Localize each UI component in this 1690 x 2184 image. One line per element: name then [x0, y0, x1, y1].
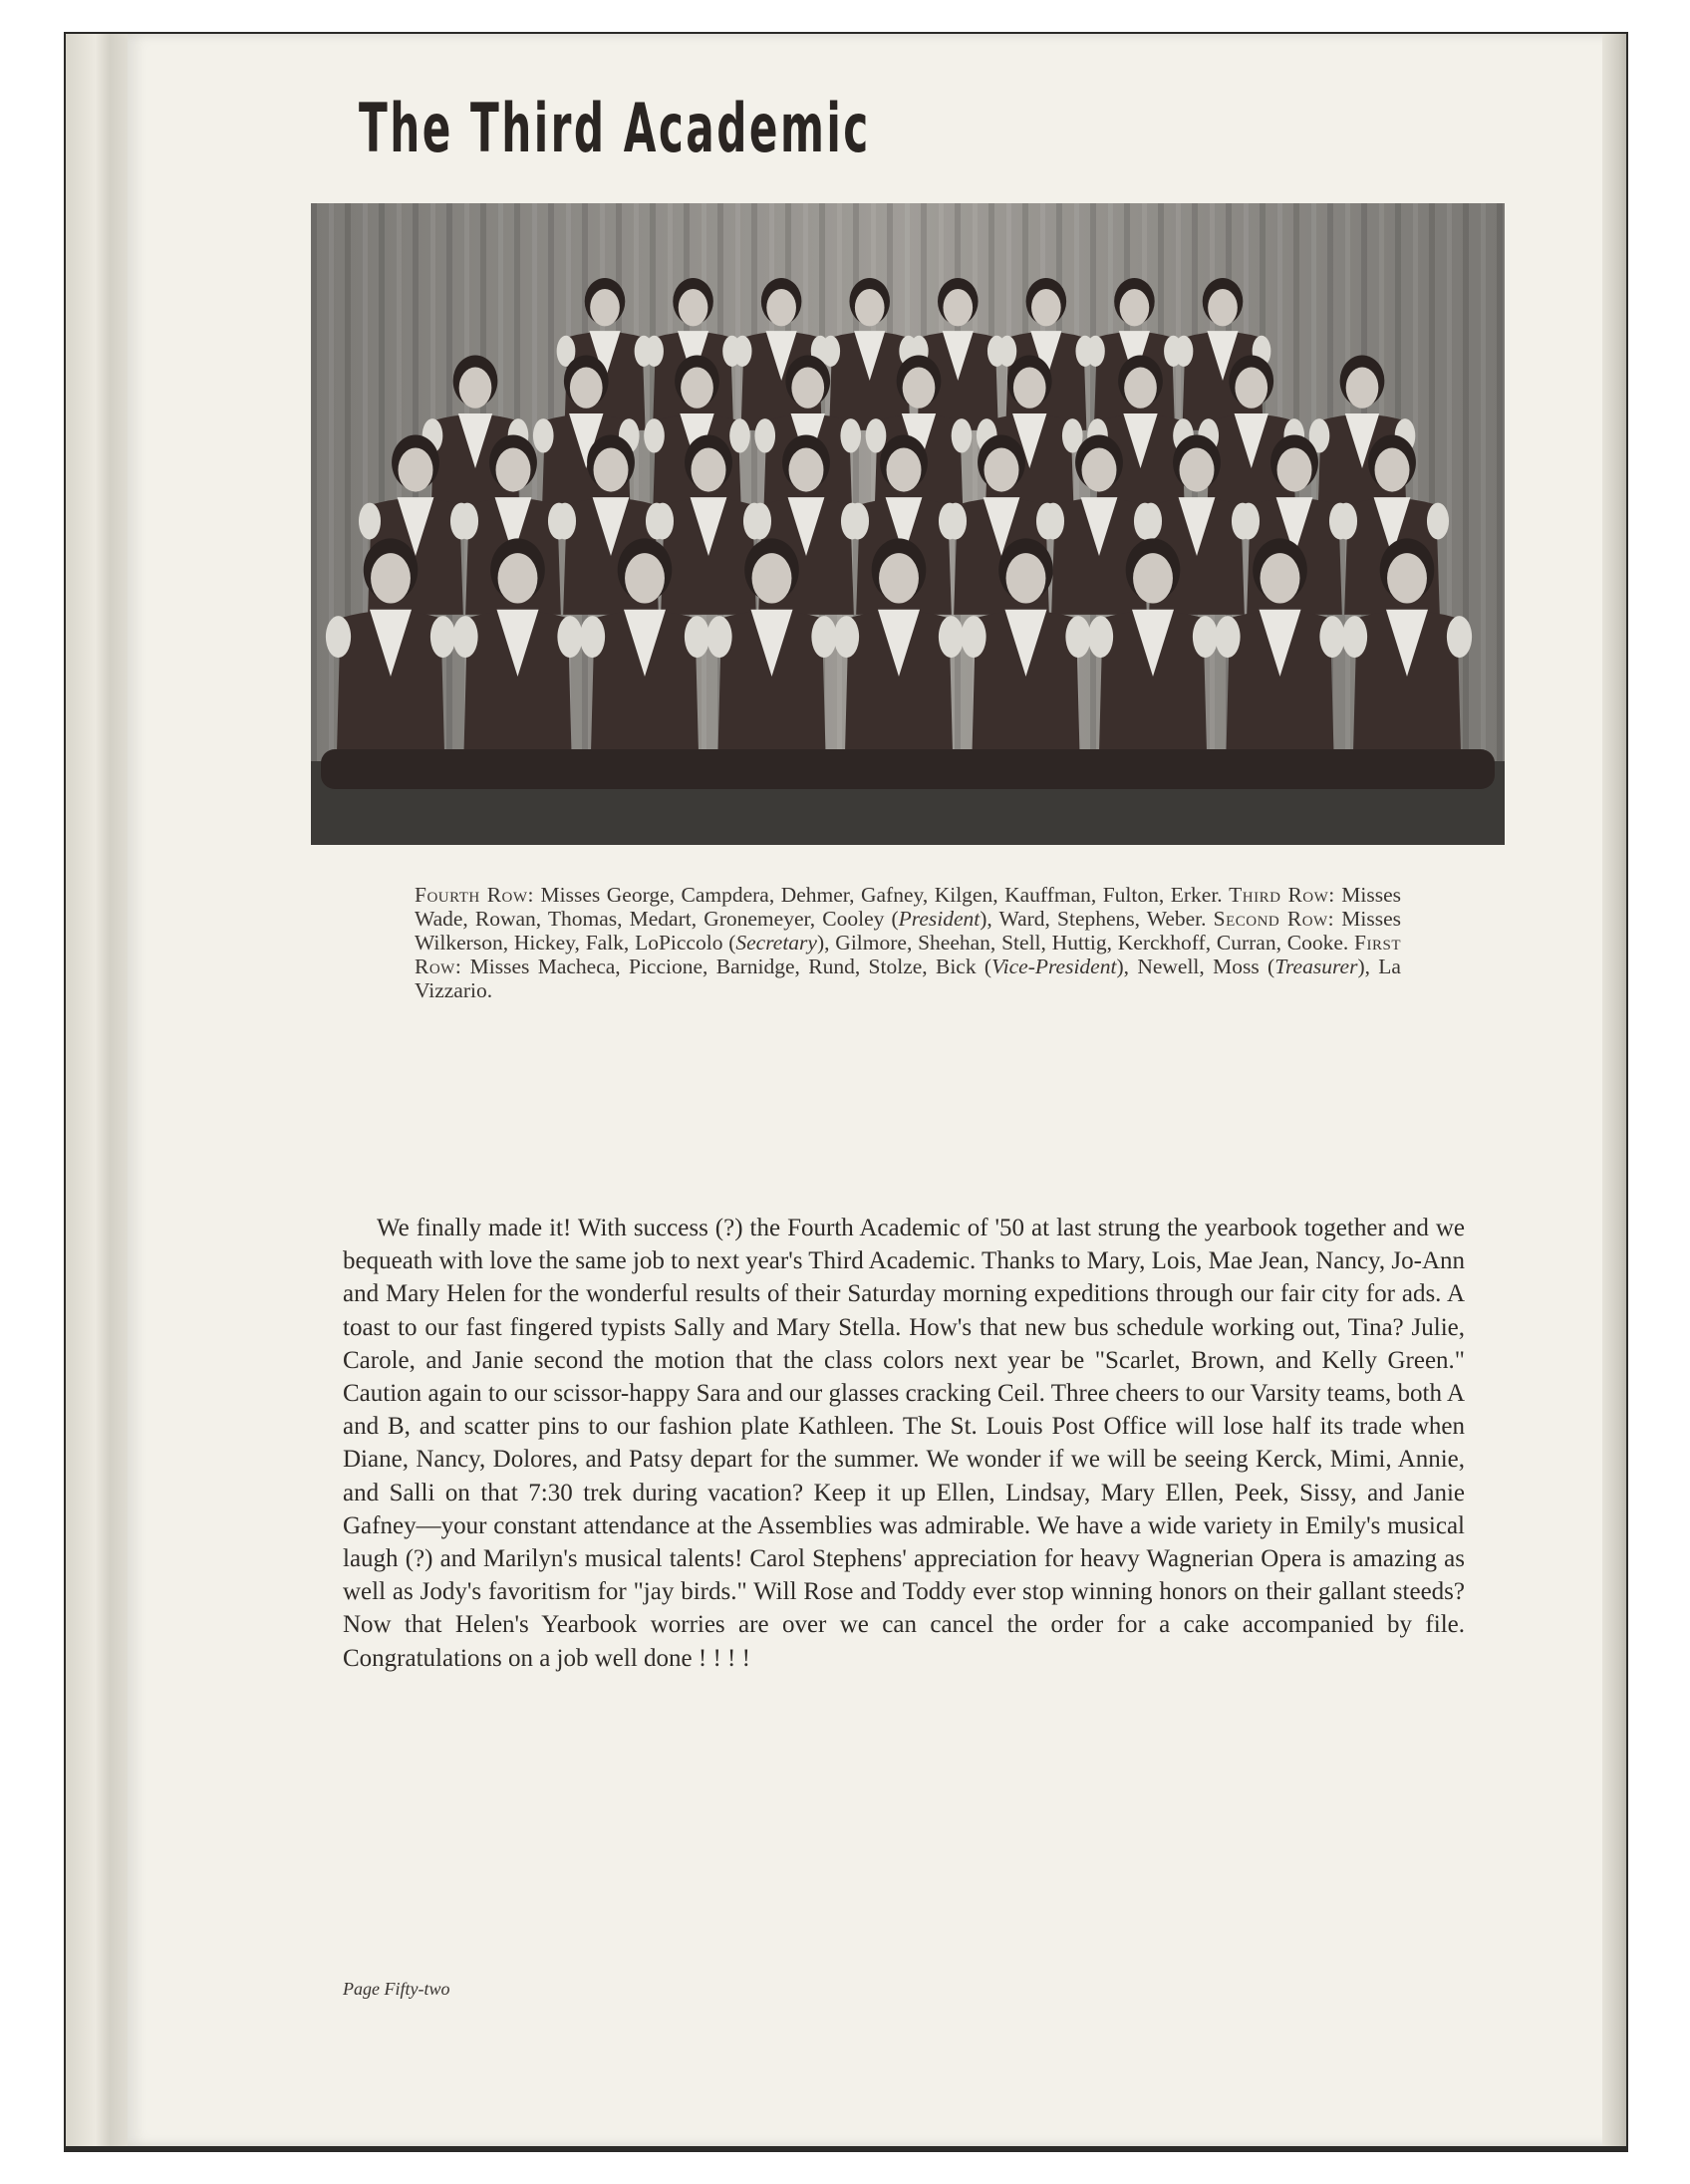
student-face: [681, 368, 713, 409]
student-face: [1180, 447, 1215, 491]
front-row-skirts: [321, 749, 1495, 789]
student-sleeve: [1088, 616, 1113, 658]
student-sleeve: [1319, 616, 1344, 658]
student-sleeve: [1086, 336, 1105, 367]
student-face: [879, 553, 919, 603]
student-sleeve: [652, 503, 674, 540]
class-group-photo: [311, 203, 1505, 845]
caption-row1-label: First Row:: [415, 931, 1401, 978]
student-sleeve: [1215, 616, 1240, 658]
caption-row1-names-b: ), Newell, Moss (: [1116, 955, 1275, 978]
caption-row3-names-a: Misses Wade, Rowan, Thomas, Medart, Gronemeyer, Cooley (: [415, 883, 1401, 931]
student-face: [943, 289, 973, 326]
caption-row4-label: Fourth Row:: [415, 883, 535, 907]
student-face: [752, 553, 792, 603]
student-sleeve: [359, 503, 381, 540]
class-group-photo-drawing: [311, 203, 1505, 845]
class-notes: [343, 1212, 1465, 1675]
caption-row2-names-b: ), Gilmore, Sheehan, Stell, Huttig, Kerckhoff, Curran, Cooke.: [816, 931, 1355, 955]
student-face: [1133, 553, 1173, 603]
student-sleeve: [961, 616, 986, 658]
student-face: [1120, 289, 1150, 326]
caption-row1-role-vp: Vice-President: [991, 955, 1117, 978]
student-sleeve: [430, 616, 455, 658]
student-face: [679, 289, 708, 326]
student-face: [1082, 447, 1117, 491]
student-sleeve: [749, 503, 771, 540]
student-sleeve: [554, 503, 576, 540]
student-sleeve: [580, 616, 605, 658]
student-face: [903, 368, 936, 409]
student-sleeve: [1238, 503, 1260, 540]
student-face: [1387, 553, 1427, 603]
student-sleeve: [452, 616, 477, 658]
student-sleeve: [945, 503, 967, 540]
caption-row4-names: Misses George, Campdera, Dehmer, Gafney, Kilgen, Kauffman, Fulton, Erker.: [534, 883, 1230, 907]
photo-caption: [415, 883, 1401, 1002]
caption-row2-role: Secretary: [735, 931, 817, 955]
student-sleeve: [645, 336, 664, 367]
student-sleeve: [729, 418, 750, 452]
student-sleeve: [1427, 503, 1449, 540]
student-sleeve: [1335, 503, 1357, 540]
student-face: [1277, 447, 1312, 491]
student-face: [594, 447, 629, 491]
student-face: [855, 289, 885, 326]
caption-row2-names-a: Misses Wilkerson, Hickey, Falk, LoPiccolo (: [415, 907, 1402, 955]
student-sleeve: [754, 418, 775, 452]
student-face: [1006, 553, 1046, 603]
student-sleeve: [1140, 503, 1162, 540]
student-face: [791, 368, 824, 409]
student-sleeve: [733, 336, 752, 367]
student-sleeve: [685, 616, 709, 658]
student-face: [766, 289, 796, 326]
student-sleeve: [326, 616, 351, 658]
student-sleeve: [939, 616, 964, 658]
student-face: [1031, 289, 1061, 326]
caption-row3-role: President: [898, 907, 981, 931]
caption-row3-names-b: ), Ward, Stephens, Weber.: [980, 907, 1214, 931]
student-face: [498, 553, 538, 603]
student-face: [371, 553, 411, 603]
page-title: The Third Academic: [359, 90, 871, 168]
student-face: [1375, 447, 1410, 491]
student-face: [1346, 368, 1379, 409]
student-face: [887, 447, 922, 491]
student-sleeve: [997, 336, 1016, 367]
student-sleeve: [821, 336, 840, 367]
student-sleeve: [706, 616, 731, 658]
student-sleeve: [1042, 503, 1064, 540]
page-edge: [1602, 34, 1626, 2146]
student-sleeve: [533, 418, 554, 452]
caption-row1-names-a: Misses Macheca, Piccione, Barnidge, Rund, Stolze, Bick (: [461, 955, 992, 978]
student-sleeve: [1065, 616, 1090, 658]
caption-row2-label: Second Row:: [1213, 907, 1335, 931]
student-face: [1261, 553, 1300, 603]
caption-row1-names-c: ), La Vizzario.: [415, 955, 1401, 1002]
student-sleeve: [1447, 616, 1472, 658]
student-sleeve: [1342, 616, 1367, 658]
student-sleeve: [456, 503, 478, 540]
student-sleeve: [811, 616, 836, 658]
student-sleeve: [1193, 616, 1218, 658]
student-face: [1124, 368, 1157, 409]
page-number: Page Fifty-two: [343, 1979, 450, 1999]
student-sleeve: [847, 503, 869, 540]
student-sleeve: [952, 418, 973, 452]
student-face: [789, 447, 824, 491]
caption-row1-role-treasurer: Treasurer: [1274, 955, 1358, 978]
student-sleeve: [557, 616, 582, 658]
student-face: [496, 447, 531, 491]
student-sleeve: [644, 418, 665, 452]
student-face: [459, 368, 492, 409]
student-face: [625, 553, 665, 603]
student-face: [590, 289, 620, 326]
student-sleeve: [840, 418, 861, 452]
student-face: [985, 447, 1019, 491]
student-face: [1013, 368, 1046, 409]
student-face: [1208, 289, 1238, 326]
student-sleeve: [1175, 336, 1194, 367]
class-notes-paragraph: We finally made it! With success (?) the Fourth Academic of '50 at last strung the yearbook together and we bequeath with love the same job to next year's Third Academic. Thanks to Mary, Lois, Mae Jean, Nancy, Jo-Ann and Mary Helen for the wonderful results of their Saturday morning expeditions through our fair city for ads. A toast to our fast fingered typists Sally and Mary Stella. How's that new bus schedule working out, Tina? Julie, Carole, and Janie second the motion that the class colors next year be "Scarlet, Brown, and Kelly Green." Caution again to our scissor-happy Sara and our glasses cracking Ceil. Three cheers to our Varsity teams, both A and B, and scatter pins to our fashion plate Kathleen. The St. Louis Post Office will lose half its trade when Diane, Nancy, Dolores, and Patsy depart for the summer. We wonder if we will be seeing Kerck, Mimi, Annie, and Salli on that 7:30 trek during vacation? Keep it up Ellen, Lindsay, Mary Ellen, Peek, Sissy, and Janie Gafney—your constant attendance at the Assemblies was admirable. We have a wide variety in Emily's musical laugh (?) and Marilyn's musical talents! Carol Stephens' appreciation for heavy Wagnerian Opera is amazing as well as Jody's favoritism for "jay birds." Will Rose and Toddy ever stop winning honors on their gallant steeds? Now that Helen's Yearbook worries are over we can cancel the order for a cake accompanied by file. Congratulations on a job well done ! ! ! !: [343, 1215, 1465, 1672]
caption-row3-label: Third Row:: [1229, 883, 1335, 907]
student-face: [692, 447, 726, 491]
student-sleeve: [834, 616, 859, 658]
student-face: [399, 447, 433, 491]
student-sleeve: [866, 418, 887, 452]
student-face: [1235, 368, 1268, 409]
student-face: [570, 368, 603, 409]
